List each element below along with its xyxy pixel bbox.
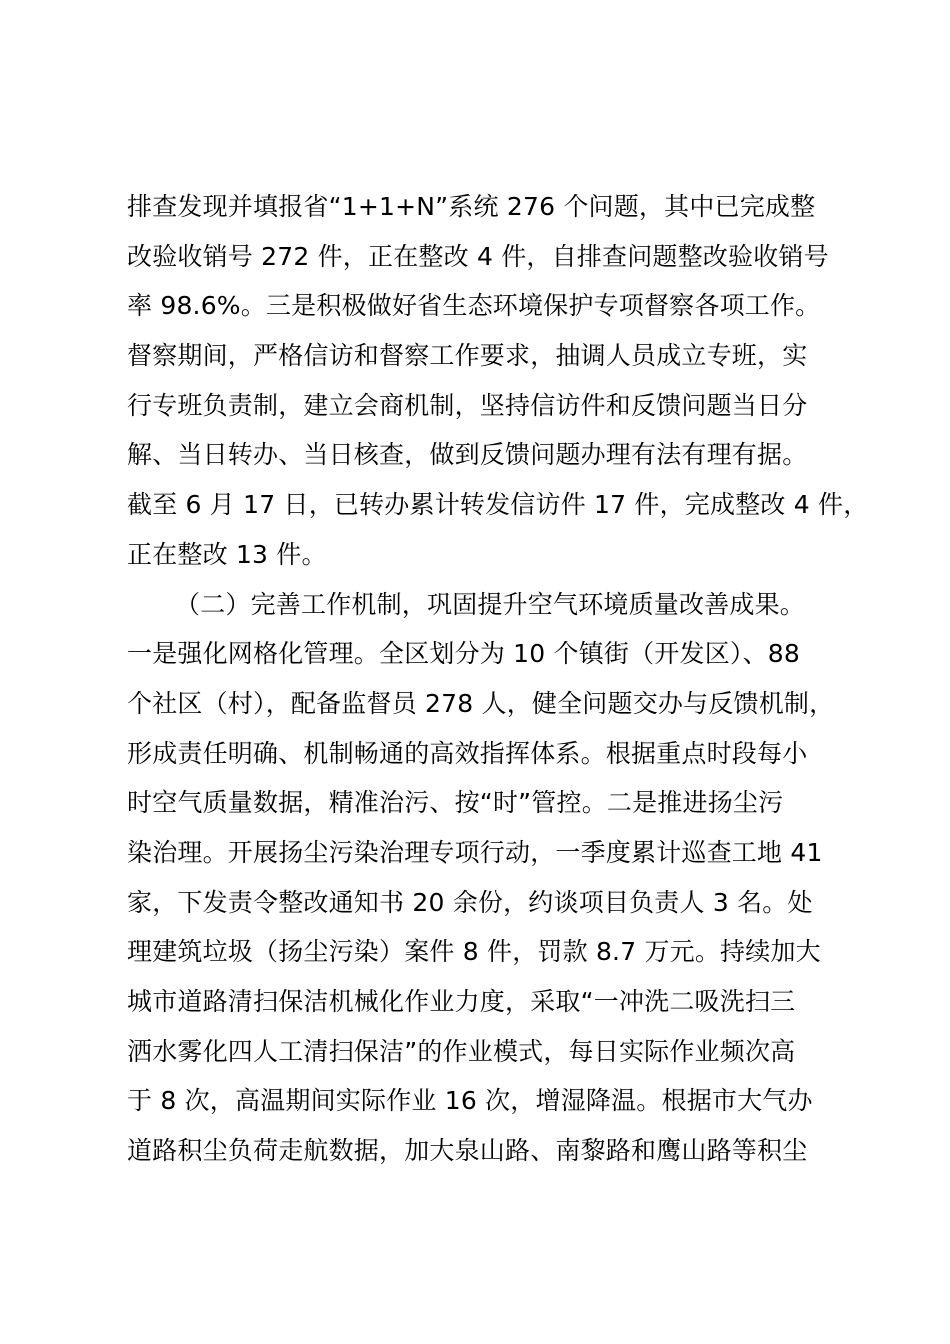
text-line: 解、当日转办、当日核查，做到反馈问题办理有法有理有据。 (127, 440, 808, 470)
text-line: 正在整改 13 件。 (127, 539, 327, 569)
text-line: 洒水雾化四人工清扫保洁”的作业模式，每日实际作业频次高 (127, 1036, 796, 1066)
body-text (127, 182, 869, 1176)
section-heading: （二）完善工作机制，巩固提升空气环境质量改善成果。 (175, 589, 806, 619)
text-line: 理建筑垃圾（扬尘污染）案件 8 件，罚款 8.7 万元。持续加大 (127, 937, 821, 967)
text-line: 率 98.6%。三是积极做好省生态环境保护专项督察各项工作。 (127, 291, 821, 321)
text-line: 个社区（村），配备监督员 278 人，健全问题交办与反馈机制， (127, 688, 835, 718)
text-line: 一是强化网格化管理。全区划分为 10 个镇街（开发区）、88 (127, 639, 801, 669)
text-line: 形成责任明确、机制畅通的高效指挥体系。根据重点时段每小 (127, 738, 808, 768)
text-line: 家，下发责令整改通知书 20 余份，约谈项目负责人 3 名。处 (127, 887, 813, 917)
text-line: 城市道路清扫保洁机械化作业力度，采取“一冲洗二吸洗扫三 (127, 987, 796, 1016)
text-line: 排查发现并填报省“1+1+N”系统 276 个问题，其中已完成整 (127, 192, 816, 221)
text-line: 督察期间，严格信访和督察工作要求，抽调人员成立专班，实 (127, 341, 808, 371)
text-line: 道路积尘负荷走航数据，加大泉山路、南黎路和鹰山路等积尘 (127, 1136, 808, 1166)
text-line: 于 8 次，高温期间实际作业 16 次，增湿降温。根据市大气办 (127, 1086, 813, 1116)
text-line: 改验收销号 272 件，正在整改 4 件，自排查问题整改验收销号 (127, 241, 829, 271)
text-line: 染治理。开展扬尘污染治理专项行动，一季度累计巡查工地 41 (127, 837, 823, 867)
text-line: 时空气质量数据，精准治污、按“时”管控。二是推进扬尘污 (127, 788, 784, 818)
text-line: 截至 6 月 17 日，已转办累计转发信访件 17 件，完成整改 4 件， (127, 490, 869, 520)
text-line: 行专班负责制，建立会商机制，坚持信访件和反馈问题当日分 (127, 390, 808, 420)
